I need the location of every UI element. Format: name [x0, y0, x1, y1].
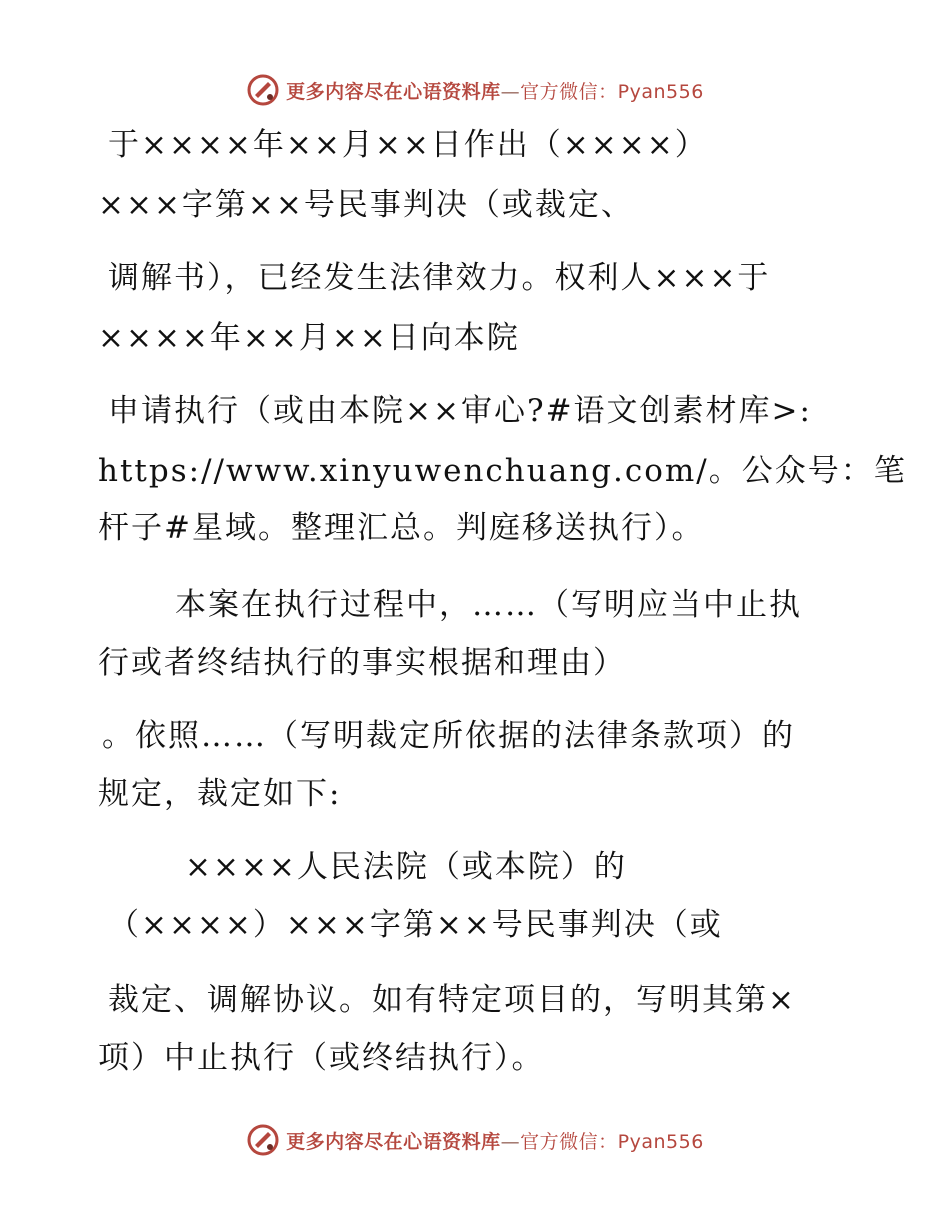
- text-line: 项）中止执行（或终结执行）。: [98, 1040, 545, 1076]
- banner-text: 更多内容尽在心语资料库—官方微信：Pyan556: [286, 1130, 704, 1153]
- text-line: （××××）×××字第××号民事判决（或: [108, 907, 723, 943]
- brand-logo-icon: [246, 1123, 280, 1157]
- brand-logo-icon: [246, 73, 280, 107]
- text-line: 于××××年××月××日作出（××××）: [108, 127, 708, 163]
- text-line: 行或者终结执行的事实根据和理由）: [98, 645, 626, 681]
- text-line: 本案在执行过程中，……（写明应当中止执: [175, 587, 802, 623]
- header-watermark-banner: [0, 70, 950, 110]
- text-line: 调解书），已经发生法律效力。权利人×××于: [108, 260, 771, 296]
- text-line: ××××年××月××日向本院: [98, 320, 520, 356]
- text-line: 杆子#星域。整理汇总。判庭移送执行）。: [98, 510, 705, 546]
- text-line: ×××字第××号民事判决（或裁定、: [98, 187, 634, 223]
- footer-watermark-banner: [0, 1120, 950, 1160]
- text-line: ××××人民法院（或本院）的: [185, 849, 627, 885]
- banner-text: 更多内容尽在心语资料库—官方微信：Pyan556: [286, 80, 704, 103]
- text-line: 裁定、调解协议。如有特定项目的，写明其第×: [108, 982, 796, 1018]
- text-line: 规定，裁定如下:: [98, 776, 342, 812]
- text-line: https://www.xinyuwenchuang.com/。公众号：笔: [98, 453, 907, 489]
- text-line: 申请执行（或由本院××审心?#语文创素材库>:: [108, 393, 812, 429]
- text-line: 。依照……（写明裁定所依据的法律条款项）的: [102, 718, 795, 754]
